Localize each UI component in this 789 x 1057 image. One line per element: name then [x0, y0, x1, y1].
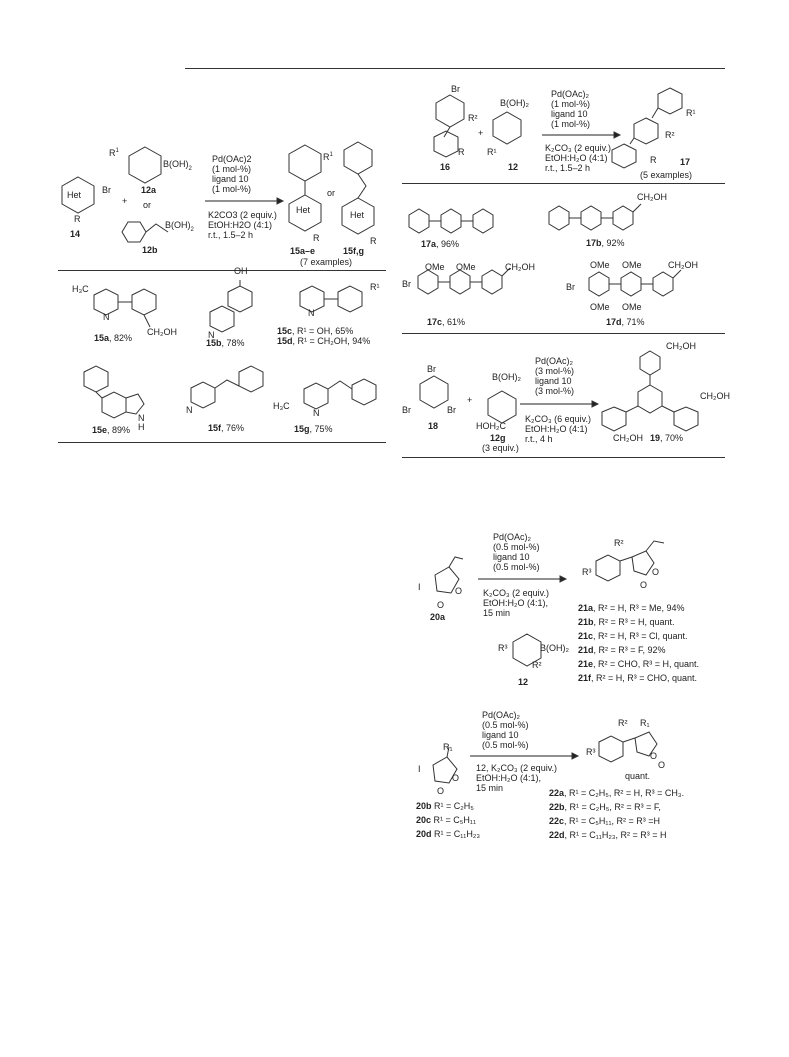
- scheme-a-condition: K2CO3 (2 equiv.): [208, 210, 277, 220]
- product-22-r2: R²: [618, 718, 628, 728]
- scheme-c-plus: +: [467, 395, 473, 405]
- product-15ae-r: R: [313, 233, 320, 243]
- scheme-d-condition: 15 min: [483, 608, 511, 618]
- scheme-b-divider: [402, 183, 725, 184]
- product-19-ch2oh-1: CH₂OH: [666, 341, 696, 351]
- boronic-12-d-group: B(OH)₂: [540, 643, 569, 653]
- scheme-b-plus: +: [478, 128, 484, 138]
- scheme-c-arrow: [520, 400, 600, 408]
- product-22d-caption: 22d, R¹ = C₁₁H₂₃, R² = R³ = H: [549, 830, 667, 840]
- product-22a-caption: 22a, R¹ = C₂H₅, R² = H, R³ = CH₃.: [549, 788, 685, 798]
- product-15b-caption: 15b, 78%: [206, 338, 245, 348]
- scheme-e-condition: 15 min: [476, 783, 504, 793]
- reactant-16-r2: R²: [468, 113, 478, 123]
- scheme-a-condition: ligand 10: [212, 174, 249, 184]
- product-15cd-n: N: [308, 308, 315, 318]
- scheme-d-condition: EtOH:H₂O (4:1),: [483, 598, 549, 608]
- product-15g-caption: 15g, 75%: [294, 424, 333, 434]
- scheme-a-condition: r.t., 1.5–2 h: [208, 230, 254, 240]
- product-15a-caption: 15a, 82%: [94, 333, 133, 343]
- reactant-18-br-2: Br: [402, 405, 411, 415]
- boronic-12a-group: $B(OH)_2$: [163, 159, 192, 172]
- product-15c-caption: 15c, R¹ = OH, 65%: [277, 326, 354, 336]
- scheme-a-r: R: [74, 214, 81, 224]
- label-12b: 12b: [142, 245, 158, 255]
- reactant-20a-o: O: [437, 600, 445, 610]
- product-15e-caption: 15e, 89%: [92, 425, 131, 435]
- product-17-r1: R¹: [686, 108, 696, 118]
- product-17b-ch2oh: CH₂OH: [637, 192, 667, 202]
- product-19-structure: [600, 345, 700, 445]
- product-17c-ome-2: OMe: [456, 262, 476, 272]
- product-17d-caption: 17d, 71%: [606, 317, 645, 327]
- product-15f-structure: [185, 362, 275, 422]
- scheme-e-condition: (0.5 mol-%): [482, 720, 529, 730]
- scheme-d-condition: K₂CO₃ (2 equiv.): [483, 588, 550, 598]
- scheme-b-arrow: [542, 131, 622, 139]
- reactant-18-br-1: Br: [427, 364, 436, 374]
- product-15f-n: N: [186, 405, 193, 415]
- scheme-b-condition: ligand 10: [551, 109, 588, 119]
- scheme-e-condition: ligand 10: [482, 730, 519, 740]
- scheme-c-bottom-rule: [402, 457, 725, 458]
- product-15b-structure: [200, 278, 260, 338]
- product-21d-caption: 21d, R² = R³ = F, 92%: [578, 645, 666, 655]
- label-14: 14: [70, 229, 81, 239]
- boronic-12b-group: $B(OH)_2$: [165, 220, 194, 233]
- product-21-structure: [580, 535, 690, 595]
- reactant-16-br: Br: [451, 84, 460, 94]
- product-22-o-ring: O: [650, 751, 658, 761]
- product-22b-caption: 22b, R¹ = C₂H₅, R² = R³ = F,: [549, 802, 661, 812]
- product-19-caption: 19, 70%: [650, 433, 684, 443]
- product-15g-n: N: [313, 408, 320, 418]
- label-20a: 20a: [430, 612, 446, 622]
- scheme-a-plus: +: [122, 196, 128, 206]
- product-17-r2: R²: [665, 130, 675, 140]
- product-17d-ome-4: OMe: [622, 302, 642, 312]
- product-17d-ome-1: OMe: [590, 260, 610, 270]
- reactant-20a-structure: [415, 555, 475, 610]
- product-15b-n: N: [208, 330, 215, 340]
- label-15ae: 15a–e: [290, 246, 316, 256]
- product-17a-caption: 17a, 96%: [421, 239, 460, 249]
- scheme-c-condition: Pd(OAc)₂: [535, 356, 573, 366]
- product-15g-structure: [290, 375, 390, 425]
- product-17d-ome-2: OMe: [622, 260, 642, 270]
- product-21f-caption: 21f, R² = H, R³ = CHO, quant.: [578, 673, 698, 683]
- product-22-r1: R₁: [640, 718, 650, 728]
- product-17d-ome-3: OMe: [590, 302, 610, 312]
- product-15g-h3c: H₃C: [273, 401, 290, 411]
- product-15ae-r1: $R^1$: [323, 152, 333, 162]
- reactant-20b-caption: 20b R¹ = C₂H₅: [416, 801, 474, 811]
- product-15ae-structure: [285, 143, 325, 243]
- scheme-d-condition: Pd(OAc)₂: [493, 532, 531, 542]
- reactant-20c-caption: 20c R¹ = C₅H₁₁: [416, 815, 476, 825]
- scheme-a-or: or: [143, 200, 152, 210]
- product-15fg-r: R: [370, 236, 377, 246]
- reactant-20bd-o: O: [437, 786, 445, 796]
- scheme-e-quant: quant.: [625, 771, 651, 781]
- product-22-r3: R³: [586, 747, 596, 757]
- product-15f-caption: 15f, 76%: [208, 423, 245, 433]
- scheme-c-condition: (3 mol-%): [535, 366, 575, 376]
- scheme-e-condition: 12, K₂CO₃ (2 equiv.): [476, 763, 558, 773]
- product-15e-h: H: [138, 422, 145, 432]
- reactant-20bd-r1: R₁: [443, 742, 453, 752]
- product-15a-n: N: [103, 312, 110, 322]
- product-21-o-ring: O: [652, 567, 660, 577]
- scheme-a-condition: EtOH:H2O (4:1): [208, 220, 273, 230]
- boronic-12g-hoh2c: HOH₂C: [476, 421, 506, 431]
- product-17b-structure: [545, 200, 675, 235]
- scheme-b-condition: EtOH:H₂O (4:1): [545, 153, 608, 163]
- scheme-a-condition: (1 mol-%): [212, 164, 252, 174]
- reactant-20a-i: I: [418, 582, 421, 592]
- product-17c-ch2oh: CH₂OH: [505, 262, 535, 272]
- product-15e-nh: N: [138, 413, 145, 423]
- scheme-c-condition: (3 mol-%): [535, 386, 575, 396]
- scheme-d-condition: (0.5 mol-%): [493, 542, 540, 552]
- reactant-16-r: R: [458, 147, 465, 157]
- product-22c-caption: 22c, R¹ = C₅H₁₁, R² = R³ =H: [549, 816, 660, 826]
- scheme-a-bottom-rule: [58, 442, 386, 443]
- scheme-a-arrow: [205, 197, 285, 205]
- label-16: 16: [440, 162, 451, 172]
- boronic-12a-structure: [125, 145, 165, 185]
- scheme-b-examples: (5 examples): [640, 170, 693, 180]
- scheme-c-condition: K₂CO₃ (6 equiv.): [525, 414, 592, 424]
- scheme-e-condition: Pd(OAc)₂: [482, 710, 520, 720]
- product-17a-structure: [405, 205, 520, 235]
- product-22-o: O: [658, 760, 666, 770]
- product-15b-oh: OH: [234, 266, 248, 276]
- product-15e-structure: [78, 362, 158, 422]
- reactant-20bd-i: I: [418, 764, 421, 774]
- reactant-18-br-3: Br: [447, 405, 456, 415]
- product-17b-caption: 17b, 92%: [586, 238, 625, 248]
- product-21-r2: R²: [614, 538, 624, 548]
- scheme-a-condition: Pd(OAc)2: [212, 154, 252, 164]
- scheme-c-condition: r.t., 4 h: [525, 434, 553, 444]
- product-15fg-het: Het: [350, 210, 365, 220]
- scheme-b-condition: Pd(OAc)₂: [551, 89, 589, 99]
- label-15fg: 15f,g: [343, 246, 365, 256]
- boronic-12-structure: [487, 110, 527, 150]
- scheme-b-condition: (1 mol-%): [551, 119, 591, 129]
- label-12-b: 12: [508, 162, 519, 172]
- product-21-r3: R³: [582, 567, 592, 577]
- reactant-20bd-structure: [415, 745, 475, 800]
- header-rule: [185, 68, 725, 69]
- boronic-12a-r1: $R^1$: [109, 148, 119, 158]
- label-12-d: 12: [518, 677, 529, 687]
- boronic-12-r1: R¹: [487, 147, 497, 157]
- product-17c-ome-1: OMe: [425, 262, 445, 272]
- scheme-b-condition: r.t., 1.5–2 h: [545, 163, 591, 173]
- product-21a-caption: 21a, R² = H, R³ = Me, 94%: [578, 603, 685, 613]
- scheme-a-condition: (1 mol-%): [212, 184, 252, 194]
- scheme-a-examples: (7 examples): [300, 257, 353, 267]
- scheme-e-condition: (0.5 mol-%): [482, 740, 529, 750]
- product-17d-br: Br: [566, 282, 575, 292]
- scheme-d-arrow: [478, 575, 568, 583]
- product-17-r: R: [650, 155, 657, 165]
- scheme-a-br: Br: [102, 185, 111, 195]
- reactant-20d-caption: 20d R¹ = C₁₁H₂₃: [416, 829, 481, 839]
- reactant-16-structure: [420, 85, 480, 170]
- scheme-b-mid-rule: [402, 333, 725, 334]
- boronic-12g-equiv: (3 equiv.): [482, 443, 519, 453]
- product-15cd-r1: R¹: [370, 282, 380, 292]
- boronic-12-d-r2: R²: [532, 660, 542, 670]
- scheme-b-condition: K₂CO₃ (2 equiv.): [545, 143, 612, 153]
- reactant-20bd-o-ring: O: [452, 773, 460, 783]
- scheme-a-divider: [58, 270, 386, 271]
- product-15ae-het: Het: [296, 205, 311, 215]
- product-21c-caption: 21c, R² = H, R³ = Cl, quant.: [578, 631, 688, 641]
- label-17: 17: [680, 157, 691, 167]
- boronic-12-group: B(OH)₂: [500, 98, 529, 108]
- product-21e-caption: 21e, R² = CHO, R³ = H, quant.: [578, 659, 700, 669]
- reactant-20a-o-ring: O: [455, 586, 463, 596]
- boronic-12-d-r3: R³: [498, 643, 508, 653]
- product-15d-caption: 15d, R¹ = CH₂OH, 94%: [277, 336, 371, 346]
- scheme-e-arrow: [470, 752, 580, 760]
- label-12g: 12g: [490, 433, 506, 443]
- product-17c-caption: 17c, 61%: [427, 317, 466, 327]
- product-21b-caption: 21b, R² = R³ = H, quant.: [578, 617, 675, 627]
- boronic-12g-group: B(OH)₂: [492, 372, 521, 382]
- product-17d-ch2oh: CH₂OH: [668, 260, 698, 270]
- product-15a-ch2oh: CH₂OH: [147, 327, 177, 337]
- label-12a: 12a: [141, 185, 157, 195]
- product-21-o: O: [640, 580, 648, 590]
- product-15fg-structure: [340, 140, 380, 250]
- product-15cd-structure: [290, 282, 380, 322]
- scheme-a-het: Het: [67, 190, 82, 200]
- product-15a-h3c: H₃C: [72, 284, 89, 294]
- scheme-d-condition: (0.5 mol-%): [493, 562, 540, 572]
- scheme-a-product-or: or: [327, 188, 336, 198]
- product-19-ch2oh-2: CH₂OH: [700, 391, 730, 401]
- scheme-c-condition: ligand 10: [535, 376, 572, 386]
- product-19-ch2oh-3: CH₂OH: [613, 433, 643, 443]
- scheme-b-condition: (1 mol-%): [551, 99, 591, 109]
- label-18: 18: [428, 421, 439, 431]
- product-17c-br: Br: [402, 279, 411, 289]
- scheme-d-condition: ligand 10: [493, 552, 530, 562]
- scheme-e-condition: EtOH:H₂O (4:1),: [476, 773, 542, 783]
- scheme-c-condition: EtOH:H₂O (4:1): [525, 424, 588, 434]
